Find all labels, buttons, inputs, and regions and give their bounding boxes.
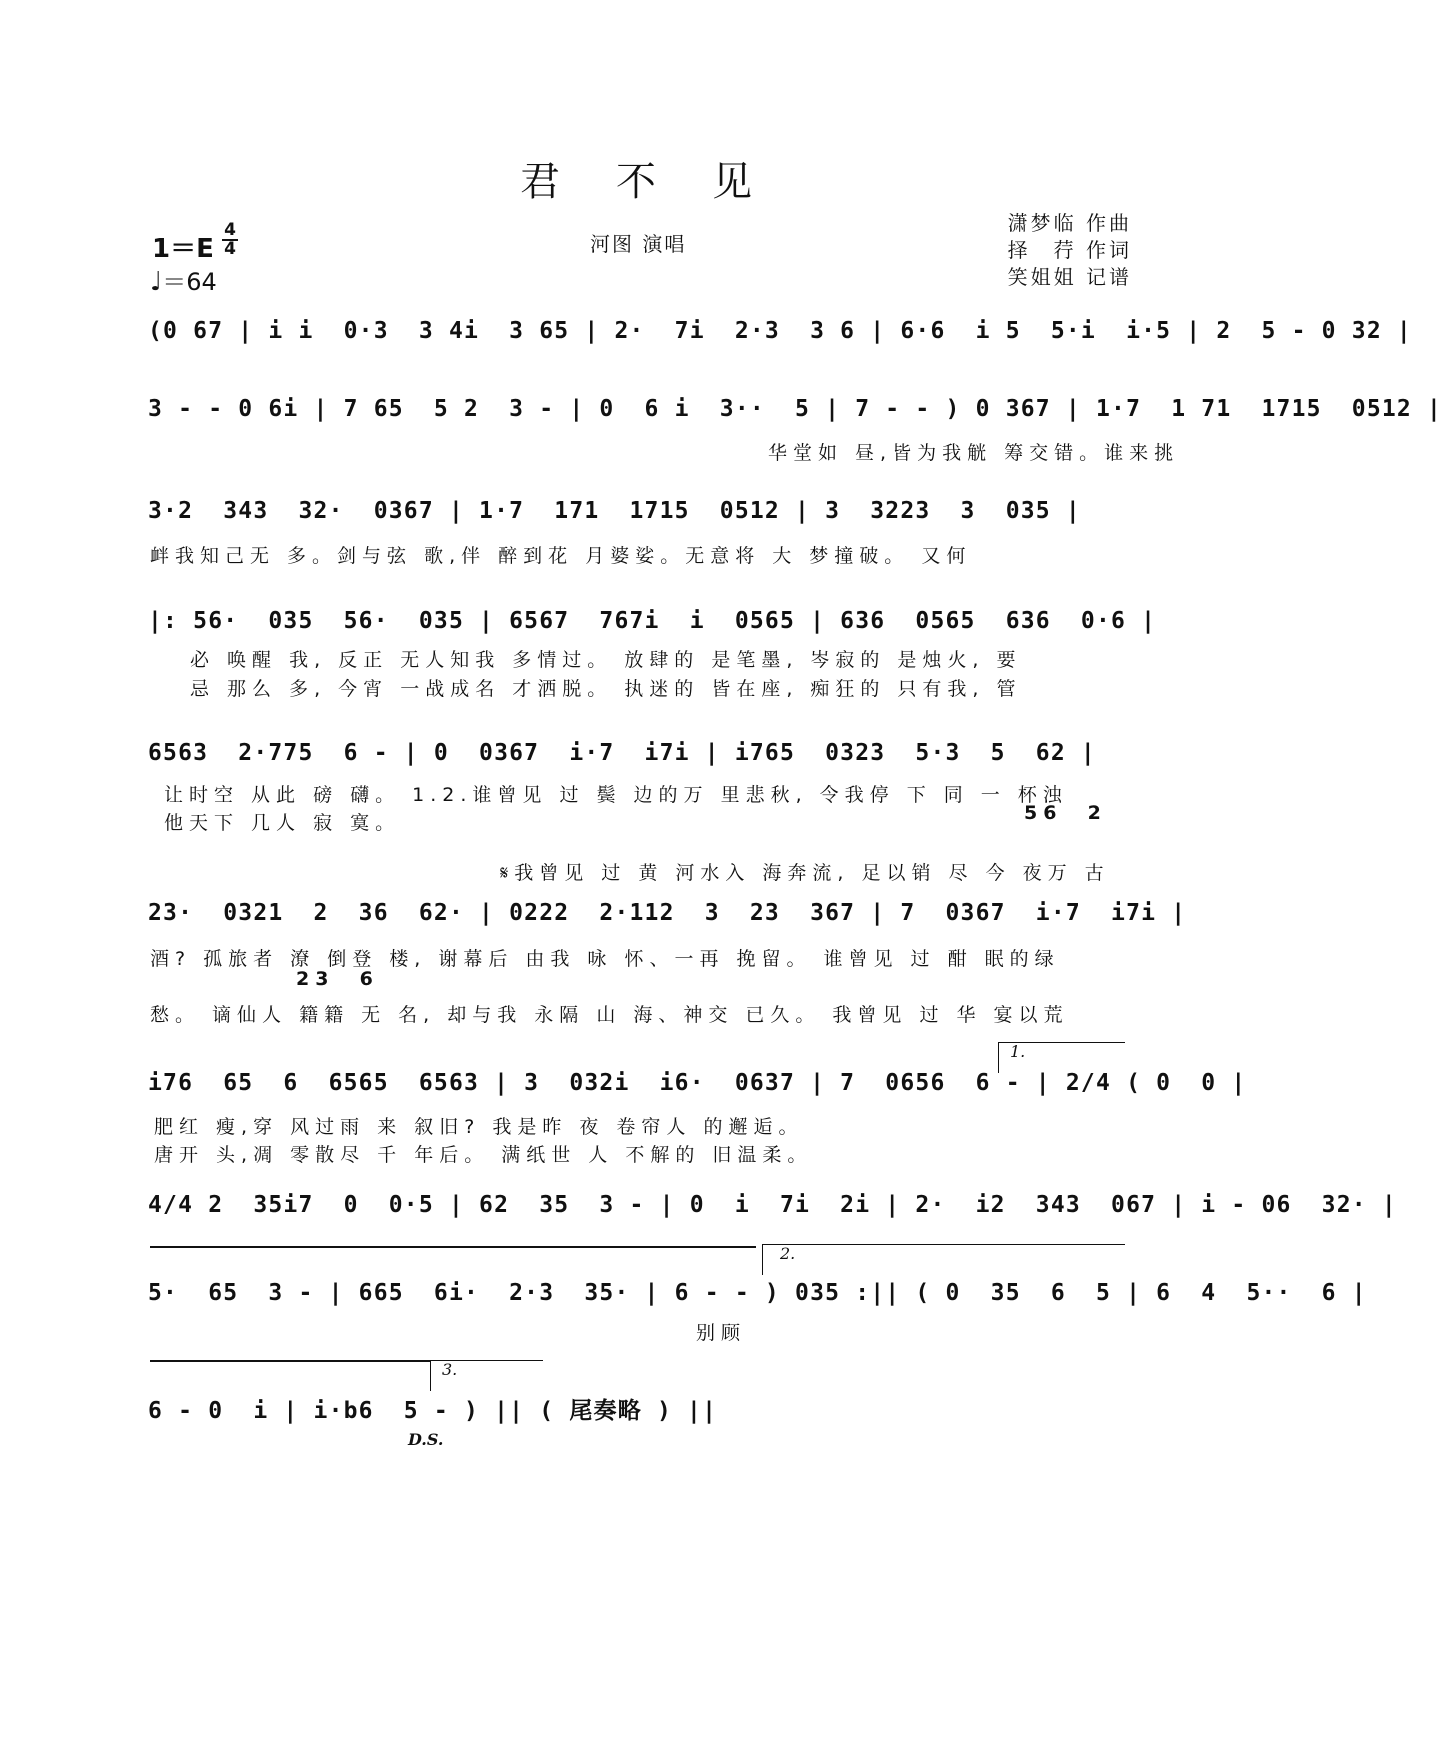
lyric-line-4a: 必 唤醒 我, 反正 无人知我 多情过。 放肆的 是笔墨, 岑寂的 是烛火, 要: [190, 649, 1022, 671]
tie-line-2: [150, 1360, 430, 1362]
singer-credit: 河图 演唱: [590, 232, 687, 256]
lyric-line-5a: 让时空 从此 磅 礴。 1.2.谁曾见 过 鬓 边的万 里悲秋, 令我停 下 同 一 杯浊: [164, 784, 1068, 806]
volta-3-label: 3.: [442, 1360, 458, 1379]
volta-1-label: 1.: [1010, 1042, 1026, 1061]
alt-notes-5: 56 2: [1024, 802, 1107, 824]
segno-icon: 𝄋: [500, 862, 515, 884]
lyric-line-9: 别顾: [696, 1322, 747, 1344]
lyric-line-3: 衅我知己无 多。剑与弦 歌,伴 醉到花 月婆娑。无意将 大 梦撞破。 又何: [150, 545, 972, 567]
quarter-note-icon: ♩: [150, 267, 163, 297]
tempo-marking: [150, 262, 217, 297]
volta-2: [762, 1244, 1125, 1275]
tie-line: [150, 1246, 756, 1248]
notation-line-9: 5· 65 3 - | 665 6i· 2·3 35· | 6 - - ) 035 :|| ( 0 35 6 5 | 6 4 5·· 6 |: [148, 1280, 1367, 1306]
volta-2-label: 2.: [780, 1244, 796, 1263]
alt-notes-6: 23 6: [296, 968, 379, 990]
notation-line-10: 6 - 0 i | i·b6 5 - ) || ( 尾奏略 ) ||: [148, 1398, 718, 1424]
notation-line-5: 6563 2·775 6 - | 0 0367 i·7 i7i | i765 0323 5·3 5 62 |: [148, 740, 1096, 766]
lyric-line-5c-wrap: [476, 836, 1110, 885]
composer-credit: 潇梦临 作曲: [1007, 211, 1132, 235]
key-signature: 1＝E: [152, 234, 214, 264]
lyric-line-6b: 愁。 谪仙人 籍籍 无 名, 却与我 永隔 山 海、神交 已久。 我曾见 过 华 宴以荒: [150, 1004, 1069, 1026]
notation-line-4: |: 56· 035 56· 035 | 6567 767i i 0565 | 636 0565 636 0·6 |: [148, 608, 1157, 634]
time-top: 4: [224, 220, 236, 240]
lyric-line-6a: 酒? 孤旅者 潦 倒登 楼, 谢幕后 由我 咏 怀、一再 挽留。 谁曾见 过 酣 眠的绿: [150, 948, 1060, 970]
time-bottom: 4: [222, 239, 238, 258]
time-signature: [222, 222, 238, 258]
lyric-line-5c: 我曾见 过 黄 河水入 海奔流, 足以销 尽 今 夜万 古: [514, 862, 1110, 884]
notation-line-2: 3 - - 0 6i | 7 65 5 2 3 - | 0 6 i 3·· 5 | 7 - - ) 0 367 | 1·7 1 71 1715 0512 |: [148, 396, 1442, 422]
lyric-line-7a: 肥红 瘦,穿 风过雨 来 叙旧? 我是昨 夜 卷帘人 的邂逅。: [154, 1116, 804, 1138]
song-title: 君不见: [520, 159, 808, 205]
notation-line-1: (0 67 | i i 0·3 3 4i 3 65 | 2· 7i 2·3 3 6 | 6·6 i 5 5·i i·5 | 2 5 - 0 32 |: [148, 318, 1412, 344]
lyric-line-7b: 唐开 头,凋 零散尽 千 年后。 满纸世 人 不解的 旧温柔。: [154, 1144, 813, 1166]
notation-line-7: i76 65 6 6565 6563 | 3 032i i6· 0637 | 7 0656 6 - | 2/4 ( 0 0 |: [148, 1070, 1247, 1096]
transcriber-credit: 笑姐姐 记谱: [1007, 265, 1132, 289]
lyric-line-2: 华堂如 昼,皆为我觥 筹交错。谁来挑: [768, 442, 1180, 464]
notation-line-6: 23· 0321 2 36 62· | 0222 2·112 3 23 367 | 7 0367 i·7 i7i |: [148, 900, 1187, 926]
tempo-value: ＝64: [162, 268, 217, 296]
ds-marking: D.S.: [408, 1430, 444, 1449]
lyricist-credit: 择 荇 作词: [1007, 238, 1132, 262]
lyric-line-4b: 忌 那么 多, 今宵 一战成名 才洒脱。 执迷的 皆在座, 痴狂的 只有我, 管: [190, 678, 1022, 700]
notation-line-3: 3·2 343 32· 0367 | 1·7 171 1715 0512 | 3 3223 3 035 |: [148, 498, 1081, 524]
notation-line-8: 4/4 2 35i7 0 0·5 | 62 35 3 - | 0 i 7i 2i | 2· i2 343 067 | i - 06 32· |: [148, 1192, 1397, 1218]
lyric-line-5b: 他天下 几人 寂 寞。: [164, 812, 401, 834]
